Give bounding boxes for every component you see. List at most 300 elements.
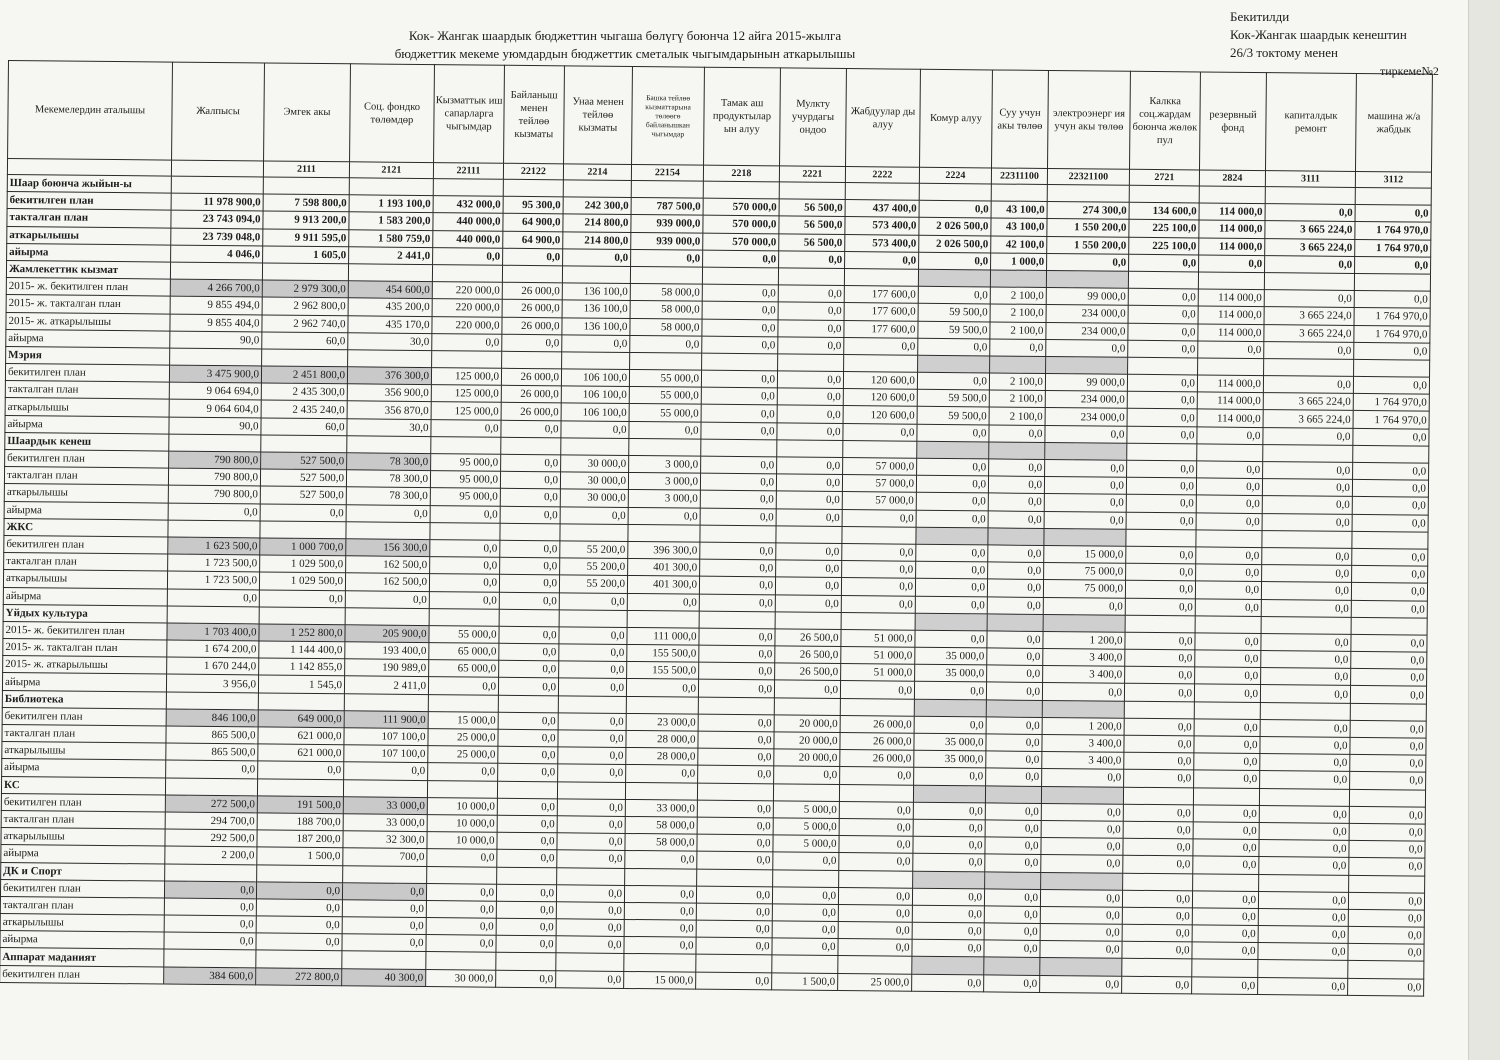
table-cell: 225 100,0 (1129, 220, 1199, 238)
empty-cell (839, 870, 913, 888)
table-cell: 0,0 (987, 579, 1043, 597)
table-cell: 0,0 (774, 766, 840, 784)
table-cell: 0,0 (1260, 754, 1350, 772)
empty-cell (499, 609, 559, 627)
table-cell: 0,0 (1125, 666, 1195, 684)
table-cell: 0,0 (1126, 512, 1196, 530)
empty-cell (1260, 702, 1350, 720)
table-cell: 0,0 (1258, 891, 1348, 909)
table-cell: 570 000,0 (703, 198, 779, 216)
empty-cell (915, 613, 987, 631)
section-title: Үйдых культура (3, 604, 167, 623)
table-cell: 30 000,0 (560, 472, 628, 490)
table-cell: 134 600,0 (1129, 202, 1199, 220)
empty-cell (559, 610, 627, 628)
table-cell: 2 026 500,0 (919, 235, 991, 253)
table-cell: 0,0 (256, 882, 342, 900)
table-cell: 0,0 (1195, 598, 1261, 616)
table-cell: 0,0 (699, 662, 775, 680)
empty-cell (165, 778, 257, 796)
empty-cell (1193, 873, 1259, 891)
table-cell: 0,0 (1262, 565, 1352, 583)
table-cell: 0,0 (990, 339, 1046, 357)
table-cell: 0,0 (701, 456, 777, 474)
table-cell: 59 500,0 (917, 407, 989, 425)
table-cell: 0,0 (1263, 427, 1353, 445)
table-cell: 0,0 (698, 714, 774, 732)
table-cell: 0,0 (346, 504, 430, 522)
table-cell: 432 000,0 (433, 196, 503, 214)
table-cell: 0,0 (1040, 924, 1122, 942)
empty-cell (427, 866, 497, 884)
table-cell: 0,0 (697, 834, 773, 852)
table-cell: 0,0 (499, 660, 559, 678)
table-cell: 0,0 (1263, 376, 1353, 394)
table-cell: 0,0 (1349, 858, 1425, 876)
table-cell: 0,0 (1351, 634, 1427, 652)
row-label: аткарылышы (4, 484, 168, 503)
table-cell: 57 000,0 (842, 475, 916, 493)
empty-cell (628, 524, 700, 542)
empty-cell (916, 527, 988, 545)
table-cell: 3 000,0 (629, 455, 701, 473)
table-cell: 2 962 740,0 (262, 314, 348, 332)
section-title: Библиотека (2, 690, 166, 709)
table-cell: 0,0 (168, 503, 260, 521)
row-label: аткарылышы (5, 398, 169, 417)
table-cell: 193 400,0 (345, 642, 429, 660)
table-cell: 214 800,0 (563, 231, 631, 249)
table-cell: 0,0 (1193, 822, 1259, 840)
table-cell: 0,0 (558, 730, 626, 748)
empty-cell (1261, 616, 1351, 634)
table-cell: 2 435 300,0 (261, 383, 347, 401)
row-label: такталган план (7, 209, 171, 228)
empty-cell (561, 438, 629, 456)
table-cell: 2 979 300,0 (262, 280, 348, 298)
empty-cell (914, 699, 986, 717)
table-cell: 0,0 (1123, 804, 1193, 822)
table-cell: 26 500,0 (775, 663, 841, 681)
table-cell: 0,0 (1123, 856, 1193, 874)
empty-cell (343, 865, 427, 883)
row-label: бекитилген план (5, 364, 169, 383)
table-cell: 111 000,0 (627, 627, 699, 645)
table-cell: 0,0 (258, 761, 344, 779)
table-cell: 440 000,0 (433, 213, 503, 231)
empty-cell (432, 350, 502, 368)
table-cell: 0,0 (1044, 477, 1126, 495)
table-cell: 26 000,0 (840, 715, 914, 733)
empty-cell (1352, 531, 1428, 549)
table-cell: 3 400,0 (1042, 752, 1124, 770)
empty-cell (342, 951, 426, 969)
table-cell: 0,0 (916, 493, 988, 511)
table-cell: 0,0 (702, 319, 778, 337)
row-label: 2015- ж. аткарылышы (3, 656, 167, 675)
code-cell: 22154 (631, 164, 703, 181)
table-cell: 0,0 (497, 815, 557, 833)
table-cell: 0,0 (256, 899, 342, 917)
table-cell: 0,0 (1196, 564, 1262, 582)
table-cell: 28 000,0 (626, 730, 698, 748)
table-cell: 114 000,0 (1198, 289, 1264, 307)
table-cell: 0,0 (498, 746, 558, 764)
table-cell: 234 000,0 (1046, 305, 1128, 323)
table-cell: 3 665 224,0 (1263, 393, 1353, 411)
table-cell: 0,0 (912, 905, 984, 923)
table-cell: 20 000,0 (774, 749, 840, 767)
table-cell: 0,0 (428, 763, 498, 781)
table-cell: 573 400,0 (845, 217, 919, 235)
empty-cell (432, 265, 502, 283)
table-cell: 621 000,0 (258, 744, 344, 762)
table-cell: 0,0 (1041, 803, 1123, 821)
empty-cell (625, 782, 697, 800)
table-cell: 78 300,0 (346, 470, 430, 488)
table-cell: 59 500,0 (918, 304, 990, 322)
table-cell: 0,0 (1261, 668, 1351, 686)
table-cell: 35 000,0 (915, 647, 987, 665)
empty-cell (1259, 788, 1349, 806)
table-cell: 790 800,0 (168, 468, 260, 486)
table-cell: 0,0 (625, 851, 697, 869)
empty-cell (1126, 529, 1196, 547)
table-cell: 1 252 800,0 (259, 624, 345, 642)
table-cell: 0,0 (915, 579, 987, 597)
table-cell: 0,0 (915, 630, 987, 648)
table-cell: 0,0 (1258, 943, 1348, 961)
table-cell: 55 200,0 (559, 575, 627, 593)
table-cell: 242 300,0 (563, 197, 631, 215)
table-cell: 26 000,0 (502, 300, 562, 318)
empty-cell (1355, 187, 1431, 205)
table-cell: 0,0 (429, 591, 499, 609)
table-cell: 0,0 (1263, 462, 1353, 480)
empty-cell (912, 957, 984, 975)
table-cell: 0,0 (1124, 718, 1194, 736)
document-subtitle: бюджеттик мекеме уюмдардын бюджеттик сметалык чыгымдарынын аткарылышы (394, 46, 856, 61)
table-cell: 0,0 (1353, 462, 1429, 480)
table-cell: 0,0 (1260, 685, 1350, 703)
table-cell: 0,0 (701, 370, 777, 388)
empty-cell (428, 694, 498, 712)
approval-line: 26/3 токтому менен (1230, 45, 1338, 60)
table-cell: 107 100,0 (344, 728, 428, 746)
row-label: аткарылышы (0, 914, 164, 933)
table-cell: 1 000 700,0 (260, 538, 346, 556)
table-cell: 35 000,0 (914, 733, 986, 751)
table-cell: 0,0 (700, 491, 776, 509)
table-cell: 55 000,0 (429, 625, 499, 643)
empty-cell (563, 180, 631, 198)
table-cell: 30 000,0 (561, 455, 629, 473)
code-cell: 3111 (1265, 171, 1355, 188)
table-cell: 0,0 (256, 916, 342, 934)
table-cell: 155 500,0 (627, 662, 699, 680)
table-cell: 0,0 (558, 764, 626, 782)
table-cell: 162 500,0 (346, 556, 430, 574)
row-label: айырма (4, 501, 168, 520)
empty-cell (986, 700, 1042, 718)
table-cell: 396 300,0 (628, 541, 700, 559)
code-cell: 2218 (703, 165, 779, 182)
empty-cell (1193, 787, 1259, 805)
table-cell: 0,0 (556, 884, 624, 902)
table-cell: 0,0 (842, 509, 916, 527)
table-cell: 5 000,0 (773, 835, 839, 853)
table-cell: 0,0 (562, 335, 630, 353)
table-cell: 225 100,0 (1129, 237, 1199, 255)
table-cell: 0,0 (624, 885, 696, 903)
table-cell: 2 100,0 (990, 321, 1046, 339)
table-cell: 0,0 (985, 854, 1041, 872)
table-cell: 0,0 (988, 562, 1044, 580)
table-cell: 376 300,0 (347, 367, 431, 385)
table-cell: 0,0 (1265, 255, 1355, 273)
row-label: айырма (2, 759, 166, 778)
table-cell: 2 435 240,0 (261, 400, 347, 418)
table-cell: 57 000,0 (842, 492, 916, 510)
table-cell: 9 064 604,0 (169, 400, 261, 418)
empty-cell (1350, 703, 1426, 721)
table-cell: 384 600,0 (164, 967, 256, 985)
table-cell: 114 000,0 (1199, 203, 1265, 221)
table-cell: 0,0 (701, 422, 777, 440)
empty-cell (990, 270, 1046, 288)
table-cell: 0,0 (164, 932, 256, 950)
table-cell: 136 100,0 (562, 317, 630, 335)
table-cell: 0,0 (1125, 649, 1195, 667)
table-cell: 1 029 500,0 (259, 572, 345, 590)
empty-cell (1129, 185, 1199, 203)
table-cell: 0,0 (1126, 546, 1196, 564)
table-cell: 0,0 (1258, 908, 1348, 926)
table-cell: 0,0 (776, 474, 842, 492)
table-cell: 0,0 (776, 491, 842, 509)
table-cell: 292 500,0 (165, 829, 257, 847)
table-cell: 1 142 855,0 (259, 658, 345, 676)
table-cell: 220 000,0 (432, 299, 502, 317)
table-cell: 58 000,0 (630, 318, 702, 336)
table-cell: 0,0 (988, 545, 1044, 563)
table-cell: 790 800,0 (168, 485, 260, 503)
table-cell: 0,0 (986, 734, 1042, 752)
table-cell: 0,0 (1126, 477, 1196, 495)
table-cell: 0,0 (916, 475, 988, 493)
empty-cell (844, 268, 918, 286)
table-cell: 0,0 (916, 510, 988, 528)
table-cell: 55 000,0 (629, 404, 701, 422)
table-cell: 1 674 200,0 (167, 640, 259, 658)
table-cell: 1 723 500,0 (167, 571, 259, 589)
table-cell: 0,0 (912, 888, 984, 906)
table-cell: 51 000,0 (841, 629, 915, 647)
empty-cell (702, 267, 778, 285)
empty-cell (1045, 442, 1127, 460)
table-cell: 15 000,0 (428, 711, 498, 729)
table-cell: 0,0 (342, 934, 426, 952)
code-cell: 22122 (503, 163, 563, 180)
table-cell: 0,0 (430, 540, 500, 558)
row-label: айырма (2, 673, 166, 692)
table-cell: 90,0 (170, 331, 262, 349)
table-cell: 90,0 (169, 417, 261, 435)
table-cell: 0,0 (702, 336, 778, 354)
table-cell: 0,0 (1041, 820, 1123, 838)
table-cell: 0,0 (779, 251, 845, 269)
table-cell: 4 266 700,0 (170, 279, 262, 297)
empty-cell (990, 356, 1046, 374)
empty-cell (562, 352, 630, 370)
table-cell: 0,0 (432, 333, 502, 351)
table-cell: 0,0 (775, 577, 841, 595)
empty-cell (774, 698, 840, 716)
empty-cell (256, 950, 342, 968)
empty-cell (345, 607, 429, 625)
table-cell: 0,0 (841, 595, 915, 613)
table-cell: 573 400,0 (845, 234, 919, 252)
table-cell: 55 000,0 (629, 370, 701, 388)
empty-cell (1125, 615, 1195, 633)
table-cell: 0,0 (1123, 821, 1193, 839)
empty-cell (1127, 443, 1197, 461)
table-cell: 43 100,0 (991, 201, 1047, 219)
table-cell: 0,0 (1124, 752, 1194, 770)
table-cell: 43 100,0 (991, 218, 1047, 236)
table-cell: 0,0 (984, 975, 1040, 993)
empty-cell (257, 864, 343, 882)
table-cell: 0,0 (502, 334, 562, 352)
table-cell: 15 000,0 (1044, 545, 1126, 563)
table-cell: 0,0 (427, 849, 497, 867)
table-cell: 187 200,0 (257, 830, 343, 848)
empty-cell (1198, 358, 1264, 376)
table-cell: 55 000,0 (629, 387, 701, 405)
table-cell: 120 600,0 (843, 372, 917, 390)
table-cell: 9 855 494,0 (170, 296, 262, 314)
code-cell: 2224 (919, 167, 991, 184)
table-cell: 10 000,0 (427, 797, 497, 815)
table-cell: 95 000,0 (430, 471, 500, 489)
table-cell: 0,0 (913, 819, 985, 837)
table-cell: 0,0 (1122, 976, 1192, 994)
table-cell: 0,0 (1260, 771, 1350, 789)
table-cell: 0,0 (1259, 805, 1349, 823)
page-edge (1468, 0, 1500, 1060)
empty-cell (1263, 444, 1353, 462)
empty-cell (167, 606, 259, 624)
table-cell: 95 300,0 (503, 196, 563, 214)
table-cell: 40 300,0 (342, 968, 426, 986)
empty-cell (627, 610, 699, 628)
table-cell: 25 000,0 (838, 973, 912, 991)
empty-cell (1043, 614, 1125, 632)
table-cell: 57 000,0 (843, 458, 917, 476)
row-label: 2015- ж. аткарылышы (6, 312, 170, 331)
row-label: аткарылышы (2, 742, 166, 761)
empty-cell (503, 179, 563, 197)
table-cell: 0,0 (1127, 374, 1197, 392)
empty-cell (779, 182, 845, 200)
table-cell: 5 000,0 (773, 801, 839, 819)
table-cell: 95 000,0 (430, 488, 500, 506)
table-cell: 56 500,0 (779, 199, 845, 217)
table-cell: 26 000,0 (840, 750, 914, 768)
empty-cell (1353, 445, 1429, 463)
table-cell: 205 900,0 (345, 625, 429, 643)
table-cell: 939 000,0 (631, 232, 703, 250)
table-cell: 95 000,0 (431, 454, 501, 472)
table-cell: 2 962 800,0 (262, 297, 348, 315)
table-cell: 0,0 (1262, 496, 1352, 514)
table-cell: 0,0 (1122, 890, 1192, 908)
row-label: айырма (3, 587, 167, 606)
table-cell: 0,0 (1196, 547, 1262, 565)
table-cell: 0,0 (844, 337, 918, 355)
table-cell: 0,0 (1127, 460, 1197, 478)
table-cell: 0,0 (699, 576, 775, 594)
empty-cell (1259, 874, 1349, 892)
table-cell: 0,0 (499, 626, 559, 644)
table-cell: 0,0 (1261, 582, 1351, 600)
table-cell: 26 000,0 (501, 403, 561, 421)
table-cell: 0,0 (559, 661, 627, 679)
row-label: бекитилген план (2, 707, 166, 726)
table-cell: 435 170,0 (348, 315, 432, 333)
table-cell: 177 600,0 (844, 303, 918, 321)
table-cell: 0,0 (1125, 598, 1195, 616)
table-cell: 30 000,0 (560, 489, 628, 507)
empty-cell (701, 439, 777, 457)
table-cell: 621 000,0 (258, 727, 344, 745)
section-title: Шаардык кенеш (5, 432, 169, 451)
table-cell: 0,0 (777, 457, 843, 475)
table-cell: 0,0 (696, 886, 772, 904)
table-cell: 0,0 (697, 800, 773, 818)
table-cell: 0,0 (1192, 908, 1258, 926)
table-cell: 0,0 (772, 904, 838, 922)
table-cell: 0,0 (428, 677, 498, 695)
table-cell: 1 500,0 (257, 847, 343, 865)
table-cell: 0,0 (1047, 253, 1129, 271)
table-cell: 437 400,0 (845, 200, 919, 218)
column-header: Башка тейлөө кызматтарына төлөөгө байланышкан чыгымдар (632, 66, 705, 165)
table-cell: 75 000,0 (1044, 563, 1126, 581)
table-cell: 0,0 (164, 915, 256, 933)
table-cell: 0,0 (1042, 769, 1124, 787)
table-cell: 401 300,0 (628, 559, 700, 577)
empty-cell (1354, 273, 1430, 291)
table-cell: 0,0 (776, 543, 842, 561)
table-cell: 23 743 094,0 (171, 210, 263, 228)
column-header: капиталдык ремонт (1265, 73, 1356, 172)
table-cell: 1 764 970,0 (1354, 325, 1430, 343)
empty-cell (562, 266, 630, 284)
table-cell: 0,0 (918, 338, 990, 356)
table-cell: 0,0 (1041, 838, 1123, 856)
table-cell: 0,0 (556, 970, 624, 988)
table-cell: 0,0 (985, 803, 1041, 821)
empty-cell (343, 779, 427, 797)
empty-cell (261, 435, 347, 453)
table-cell: 0,0 (915, 596, 987, 614)
table-cell: 0,0 (777, 405, 843, 423)
table-cell: 0,0 (917, 458, 989, 476)
table-cell: 64 900,0 (503, 231, 563, 249)
column-header: Тамак аш продуктылар ын алуу (704, 67, 781, 166)
row-label: 2015- ж. бекитилген план (3, 621, 167, 640)
